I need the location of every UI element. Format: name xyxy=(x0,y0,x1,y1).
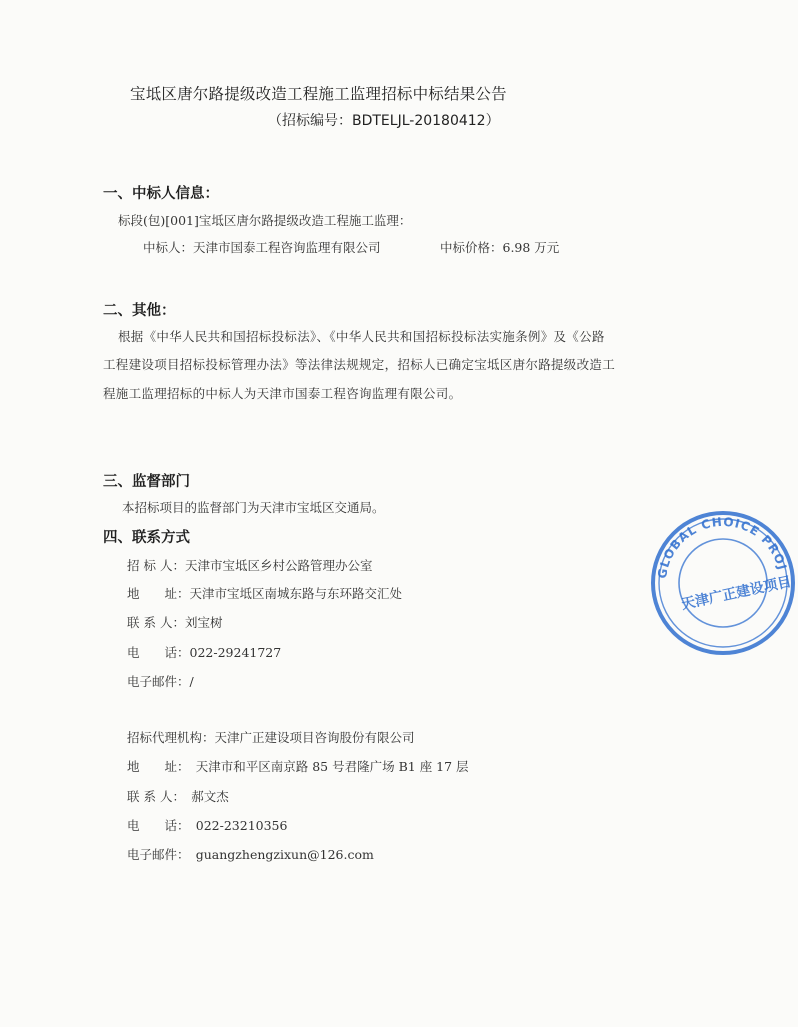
company-seal-icon xyxy=(648,508,798,658)
section1-heading: 一、中标人信息： xyxy=(103,186,219,202)
agency-contact: 联 系 人： 郝文杰 xyxy=(127,789,229,804)
tenderer-line: 招 标 人：天津市宝坻区乡村公路管理办公室 xyxy=(127,558,373,573)
section3-heading: 三、监督部门 xyxy=(103,474,190,490)
tenderer-address: 地 址：天津市宝坻区南城东路与东环路交汇处 xyxy=(127,586,403,601)
section2-line2: 工程建设项目招标投标管理办法》等法律法规规定，招标人已确定宝坻区唐尔路提级改造工 xyxy=(103,357,616,372)
section4-heading: 四、联系方式 xyxy=(103,530,190,546)
agency-line: 招标代理机构：天津广正建设项目咨询股份有限公司 xyxy=(127,730,415,745)
winning-price: 中标价格：6.98 万元 xyxy=(440,240,560,255)
section3-text: 本招标项目的监督部门为天津市宝坻区交通局。 xyxy=(122,500,385,515)
lot-line: 标段(包)[001]宝坻区唐尔路提级改造工程施工监理： xyxy=(118,213,412,228)
document-title: 宝坻区唐尔路提级改造工程施工监理招标中标结果公告 xyxy=(130,85,507,103)
section2-heading: 二、其他： xyxy=(103,303,176,319)
svg-text:天津广正建设项目: 天津广正建设项目 xyxy=(680,573,793,613)
agency-email: 电子邮件： guangzhengzixun@126.com xyxy=(127,847,374,862)
svg-text:GLOBAL CHOICE PROJ: GLOBAL CHOICE PROJ xyxy=(655,514,790,580)
section2-line1: 根据《中华人民共和国招标投标法》、《中华人民共和国招标投标法实施条例》及《公路 xyxy=(118,329,605,344)
tender-number: （招标编号：BDTELJL-20180412） xyxy=(268,113,500,129)
tenderer-phone: 电 话：022-29241727 xyxy=(127,645,282,660)
tenderer-contact: 联 系 人：刘宝树 xyxy=(127,615,223,630)
agency-address: 地 址： 天津市和平区南京路 85 号君隆广场 B1 座 17 层 xyxy=(127,759,469,774)
section2-line3: 程施工监理招标的中标人为天津市国泰工程咨询监理有限公司。 xyxy=(103,386,462,401)
agency-phone: 电 话： 022-23210356 xyxy=(127,818,288,833)
winner-line: 中标人：天津市国泰工程咨询监理有限公司 xyxy=(143,240,381,255)
tenderer-email: 电子邮件：/ xyxy=(127,674,194,689)
